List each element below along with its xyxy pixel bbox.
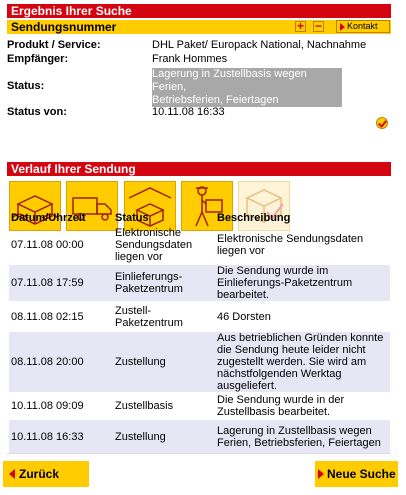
checkmark-icon	[376, 117, 388, 129]
column-header-status: Status	[115, 212, 149, 224]
back-button[interactable]	[3, 461, 89, 487]
table-row	[9, 227, 390, 263]
row-description: Die Sendung wurde im Einlieferungs-Paketzentrum bearbeitet.	[215, 265, 390, 301]
product-value: DHL Paket/ Europack National, Nachnahme	[152, 39, 367, 51]
result-header: Ergebnis Ihrer Suche	[7, 4, 391, 18]
row-date: 10.11.08 16:33	[9, 420, 113, 454]
collapse-button[interactable]: −	[314, 19, 322, 33]
product-label: Produkt / Service:	[7, 39, 101, 51]
kontakt-label: Kontakt	[347, 21, 378, 31]
status-value-line1: Lagerung in Zustellbasis wegen Ferien,	[152, 68, 307, 93]
row-status: Zustellung	[113, 420, 215, 454]
row-status: Zustellbasis	[115, 400, 174, 412]
new-search-button-label: Neue Suche	[327, 467, 396, 481]
recipient-label: Empfänger:	[7, 53, 69, 65]
row-description: Aus betrieblichen Gründen konnte die Sendung heute leider nicht zugestellt werden. Sie wird am nächstfolgenden Werktag ausgeliefert.	[215, 332, 390, 392]
kontakt-button[interactable]	[336, 20, 390, 33]
status-label: Status:	[7, 80, 45, 92]
row-date: 10.11.08 09:09	[11, 400, 84, 412]
new-search-button[interactable]	[315, 461, 398, 487]
history-table	[9, 209, 390, 456]
row-status: Zustell-Paketzentrum	[115, 304, 183, 329]
arrow-right-icon	[318, 469, 324, 479]
table-row	[9, 420, 390, 454]
row-date: 08.11.08 20:00	[9, 332, 113, 392]
table-row	[9, 332, 390, 392]
row-date: 07.11.08 00:00	[11, 239, 84, 251]
recipient-value: Frank Hommes	[152, 53, 228, 65]
table-row	[9, 265, 390, 301]
sendungsnummer-label: Sendungsnummer	[11, 20, 117, 34]
row-date: 07.11.08 17:59	[9, 265, 113, 301]
divider	[7, 453, 391, 454]
row-status: Zustellung	[113, 332, 215, 392]
row-description: Die Sendung wurde in der Zustellbasis bearbeitet.	[217, 394, 345, 418]
table-header-row	[9, 211, 390, 225]
table-row	[9, 394, 390, 418]
status-value-line2: Betriebsferien, Feiertagen	[152, 94, 279, 106]
table-row	[9, 303, 390, 330]
sendungsnummer-bar	[7, 20, 391, 34]
column-header-description: Beschreibung	[217, 212, 291, 224]
status-value	[152, 68, 342, 107]
row-description: 46 Dorsten	[217, 310, 271, 323]
row-description: Elektronische Sendungsdaten liegen vor	[217, 233, 364, 257]
arrow-right-icon	[340, 23, 345, 31]
status-from-value: 10.11.08 16:33	[152, 106, 225, 118]
history-header: Verlauf Ihrer Sendung	[7, 162, 391, 176]
status-from-label: Status von:	[7, 106, 67, 118]
column-header-date: Datum/Uhrzeit	[11, 212, 86, 224]
arrow-left-icon	[9, 469, 15, 479]
back-button-label: Zurück	[19, 467, 60, 481]
expand-button[interactable]: +	[296, 19, 304, 33]
row-status: Elektronische Sendungsdaten liegen vor	[115, 227, 193, 263]
row-description: Lagerung in Zustellbasis wegen Ferien, Betriebsferien, Feiertagen	[215, 420, 390, 454]
row-date: 08.11.08 02:15	[11, 310, 84, 323]
row-status: Einlieferungs-Paketzentrum	[113, 265, 215, 301]
